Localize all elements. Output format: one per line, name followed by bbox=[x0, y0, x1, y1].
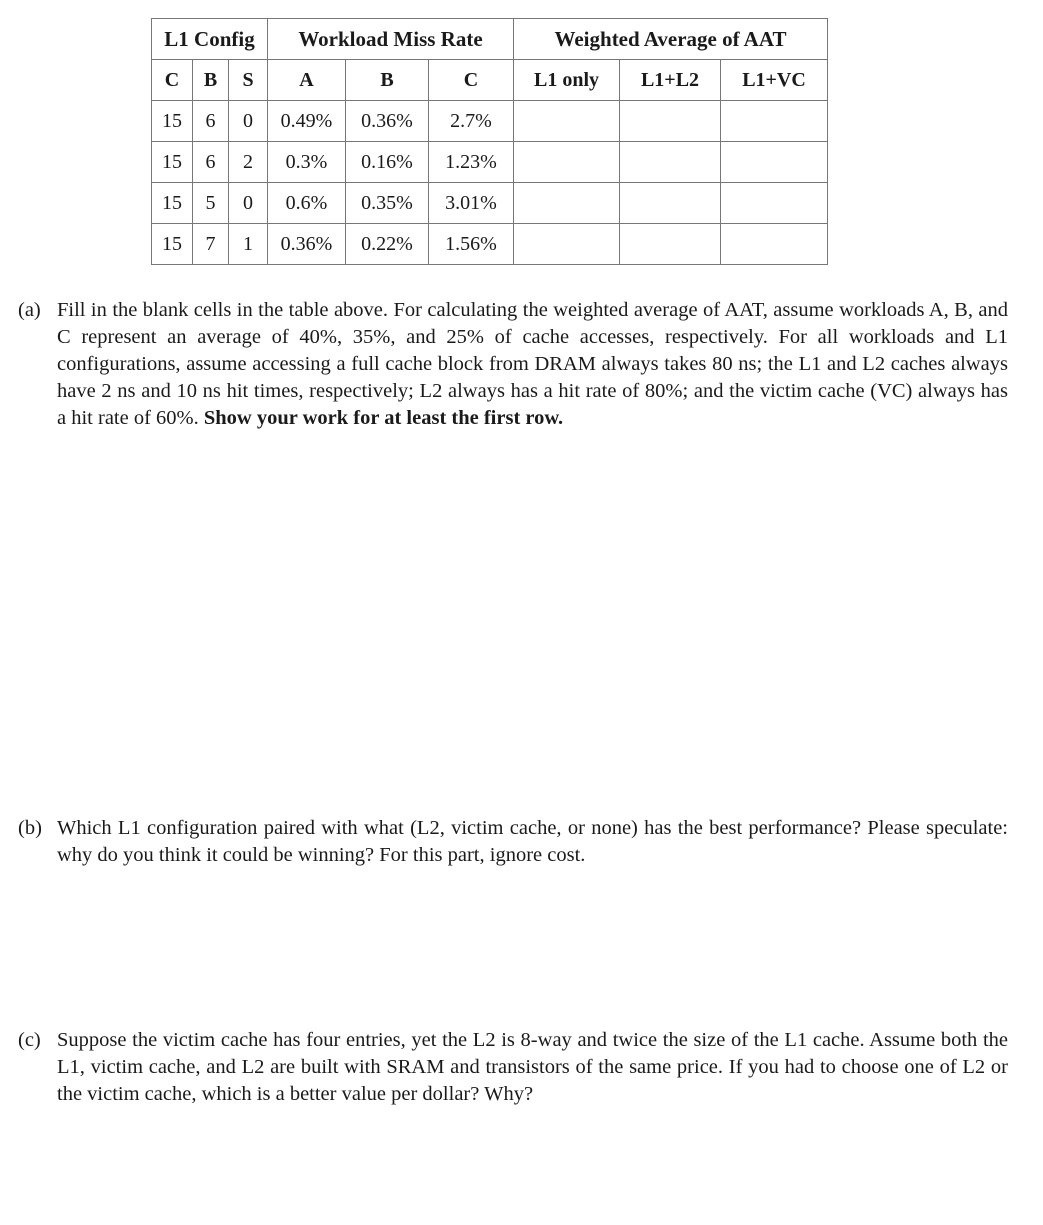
cell-c: 15 bbox=[152, 101, 193, 142]
header-workload-miss-rate: Workload Miss Rate bbox=[268, 19, 514, 60]
cell-b: 6 bbox=[193, 101, 229, 142]
cell-miss-b: 0.35% bbox=[346, 183, 429, 224]
question-c-text: Suppose the victim cache has four entries, yet the L2 is 8-way and twice the size of the L1 cache. Assume both the L1, victim cache, and L2 are built with SRAM and transistors of the same price. If you had to choose one of L2 or the victim cache, which is a better value per dollar? Why? bbox=[57, 1029, 1008, 1105]
subheader-c: C bbox=[152, 60, 193, 101]
cell-miss-c: 3.01% bbox=[429, 183, 514, 224]
cell-aat-l1-vc[interactable] bbox=[721, 101, 828, 142]
cell-miss-a: 0.3% bbox=[268, 142, 346, 183]
subheader-workload-c: C bbox=[429, 60, 514, 101]
cell-aat-l1-l2[interactable] bbox=[620, 224, 721, 265]
table-group-header-row bbox=[152, 19, 828, 60]
table-row bbox=[152, 142, 828, 183]
header-weighted-average-aat: Weighted Average of AAT bbox=[514, 19, 828, 60]
cell-s: 2 bbox=[229, 142, 268, 183]
cell-b: 5 bbox=[193, 183, 229, 224]
cell-aat-l1-only[interactable] bbox=[514, 224, 620, 265]
cell-miss-b: 0.16% bbox=[346, 142, 429, 183]
cell-miss-a: 0.49% bbox=[268, 101, 346, 142]
table-row bbox=[152, 224, 828, 265]
cell-aat-l1-only[interactable] bbox=[514, 101, 620, 142]
cell-b: 7 bbox=[193, 224, 229, 265]
cell-s: 0 bbox=[229, 183, 268, 224]
cell-s: 1 bbox=[229, 224, 268, 265]
cell-aat-l1-l2[interactable] bbox=[620, 142, 721, 183]
table-row bbox=[152, 183, 828, 224]
cache-config-table bbox=[151, 18, 828, 265]
question-b bbox=[18, 815, 1008, 869]
question-b-label: (b) bbox=[18, 817, 42, 839]
subheader-l1-l2: L1+L2 bbox=[620, 60, 721, 101]
question-a-text: Fill in the blank cells in the table above. For calculating the weighted average of AAT, assume workloads A, B, and C represent an average of 40%, 35%, and 25% of cache accesses, respectively. For all workloads and L1 configurations, assume accessing a full cache block from DRAM always takes 80 ns; the L1 and L2 caches always have 2 ns and 10 ns hit times, respectively; L2 always has a hit rate of 80%; and the victim cache (VC) always has a hit rate of 60%. bbox=[57, 299, 1008, 429]
cell-aat-l1-vc[interactable] bbox=[721, 183, 828, 224]
cell-aat-l1-vc[interactable] bbox=[721, 224, 828, 265]
cell-aat-l1-l2[interactable] bbox=[620, 101, 721, 142]
cell-miss-c: 1.56% bbox=[429, 224, 514, 265]
question-a bbox=[18, 297, 1008, 432]
cell-miss-b: 0.36% bbox=[346, 101, 429, 142]
question-a-body bbox=[57, 297, 1008, 432]
subheader-l1-only: L1 only bbox=[514, 60, 620, 101]
cell-miss-c: 2.7% bbox=[429, 101, 514, 142]
cell-miss-a: 0.36% bbox=[268, 224, 346, 265]
question-a-label: (a) bbox=[18, 299, 41, 321]
cell-miss-c: 1.23% bbox=[429, 142, 514, 183]
cell-s: 0 bbox=[229, 101, 268, 142]
cell-c: 15 bbox=[152, 142, 193, 183]
cell-aat-l1-l2[interactable] bbox=[620, 183, 721, 224]
question-b-text: Which L1 configuration paired with what (L2, victim cache, or none) has the best performance? Please speculate: why do you think it could be winning? For this part, ignore cost. bbox=[57, 817, 1008, 866]
cell-miss-a: 0.6% bbox=[268, 183, 346, 224]
subheader-workload-b: B bbox=[346, 60, 429, 101]
table-sub-header-row bbox=[152, 60, 828, 101]
question-a-bold-instruction: Show your work for at least the first row. bbox=[203, 407, 564, 429]
subheader-l1-vc: L1+VC bbox=[721, 60, 828, 101]
cell-miss-b: 0.22% bbox=[346, 224, 429, 265]
cell-b: 6 bbox=[193, 142, 229, 183]
cell-c: 15 bbox=[152, 183, 193, 224]
question-c-label: (c) bbox=[18, 1029, 41, 1051]
cell-c: 15 bbox=[152, 224, 193, 265]
subheader-workload-a: A bbox=[268, 60, 346, 101]
subheader-s: S bbox=[229, 60, 268, 101]
cell-aat-l1-vc[interactable] bbox=[721, 142, 828, 183]
subheader-b: B bbox=[193, 60, 229, 101]
header-l1-config: L1 Config bbox=[152, 19, 268, 60]
cell-aat-l1-only[interactable] bbox=[514, 183, 620, 224]
table-row bbox=[152, 101, 828, 142]
cell-aat-l1-only[interactable] bbox=[514, 142, 620, 183]
question-c bbox=[18, 1027, 1008, 1108]
